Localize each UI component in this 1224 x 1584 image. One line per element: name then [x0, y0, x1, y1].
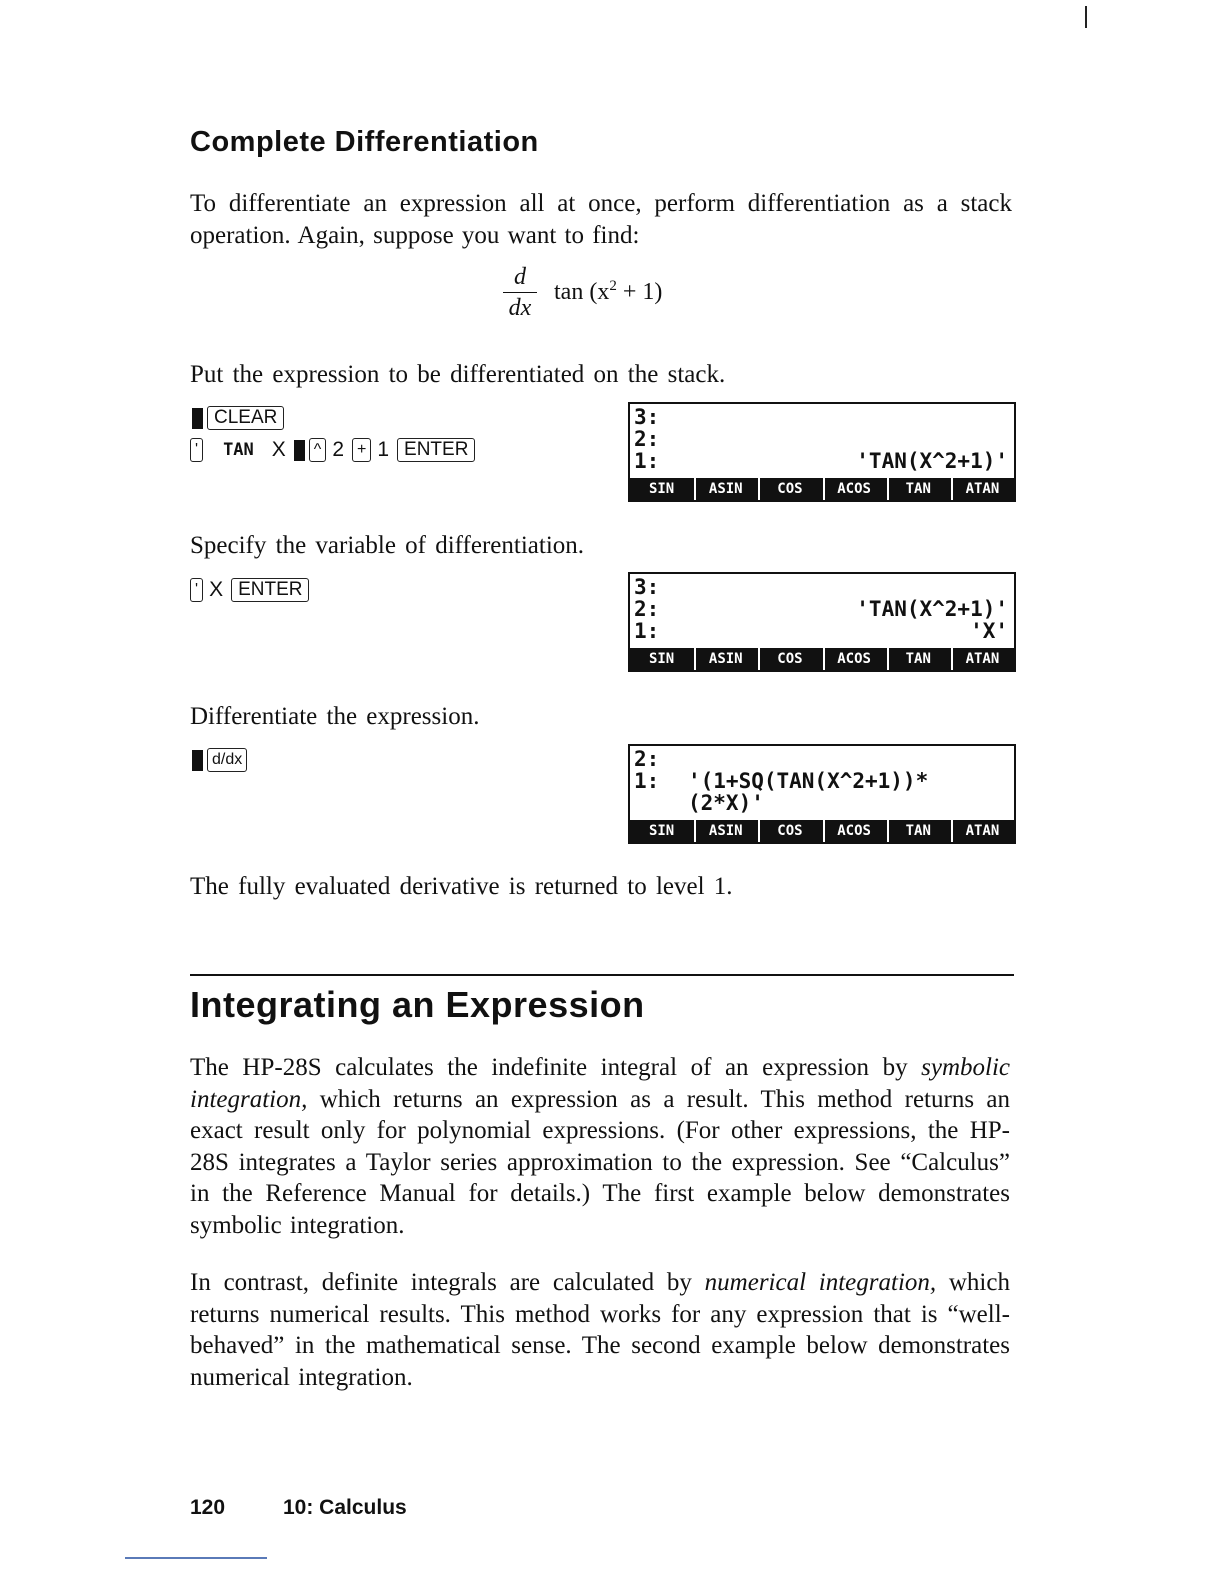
derivative-formula [500, 264, 740, 324]
page-number: 120 [190, 1496, 226, 1519]
shift-key-icon [192, 408, 203, 429]
corner-mark [1085, 6, 1087, 28]
level-label: 2: [634, 747, 660, 771]
paragraph-text: In contrast, definite integrals are calculated by [190, 1269, 705, 1296]
menu-key-cos: COS [758, 820, 819, 842]
menu-key-atan: ATAN [951, 478, 1012, 500]
integration-paragraph-2 [190, 1267, 1010, 1393]
x-key: X [209, 578, 224, 601]
step1-keys-line1 [192, 406, 290, 430]
intro-paragraph: To differentiate an expression all at once, perform differentiation as a stack operation. Again, suppose you want to find: [190, 190, 1012, 249]
stack-level-1-continued [634, 792, 1008, 814]
caret-key: ^ [309, 438, 327, 462]
digit-1-key: 1 [377, 438, 390, 461]
result-note: The fully evaluated derivative is returned to level 1. [190, 873, 733, 900]
chapter-title: 10: Calculus [283, 1496, 407, 1519]
plus-key: + [352, 438, 371, 462]
step2-keys [190, 578, 315, 602]
tan-softkey-label: TAN [223, 440, 254, 460]
lcd-display-2 [628, 572, 1016, 672]
emphasis-text: symbolic integration, [190, 1054, 1010, 1113]
level-value: 'TAN(X^2+1)' [856, 449, 1008, 473]
footer-rule [125, 1557, 267, 1559]
emphasis-text: numerical integration, [704, 1269, 937, 1296]
stack-level-2 [634, 428, 1008, 450]
stack-level-2 [634, 598, 1008, 620]
menu-key-acos: ACOS [823, 820, 884, 842]
menu-key-tan: TAN [887, 648, 948, 670]
paragraph-text: which returns an expression as a result. This method returns an exact result only for polynomial expressions. (For other expressions, the HP-28S integrates a Taylor series approximation to the expression. See “Calculus” in the Reference Manual for details.) The first example below demonstrates symbolic integration. [190, 1085, 1010, 1239]
level-value: '(1+SQ(TAN(X^2+1))* [688, 769, 929, 793]
level-label: 1: [634, 769, 660, 793]
stack-level-3 [634, 406, 1008, 428]
step2-instruction: Specify the variable of differentiation. [190, 532, 585, 559]
menu-key-asin: ASIN [694, 820, 755, 842]
menu-key-atan: ATAN [951, 648, 1012, 670]
level-value: 'TAN(X^2+1)' [856, 597, 1008, 621]
menu-key-cos: COS [758, 648, 819, 670]
fraction-numerator: d [514, 264, 526, 290]
step1-keys-line2 [190, 438, 481, 462]
menu-key-sin: SIN [632, 478, 691, 500]
enter-key: ENTER [231, 578, 309, 602]
derivative-fraction [500, 264, 540, 322]
derivative-key: d/dx [207, 748, 247, 772]
formula-exponent: 2 [609, 278, 617, 294]
paragraph-text: The HP-28S calculates the indefinite integral of an expression by [190, 1054, 922, 1081]
enter-key: ENTER [397, 438, 475, 462]
stack-level-1 [634, 450, 1008, 472]
stack-level-3 [634, 576, 1008, 598]
menu-bar [630, 820, 1014, 842]
stack-level-2 [634, 748, 1008, 770]
quote-key: ' [190, 578, 203, 602]
level-label: 1: [634, 619, 660, 643]
lcd-display-1 [628, 402, 1016, 502]
formula-tail: + 1) [616, 279, 663, 305]
menu-key-sin: SIN [632, 820, 691, 842]
menu-bar [630, 648, 1014, 670]
digit-2-key: 2 [332, 438, 344, 461]
menu-key-tan: TAN [887, 820, 948, 842]
clear-key: CLEAR [207, 406, 284, 430]
section-divider [190, 974, 1014, 976]
quote-key: ' [190, 438, 203, 462]
fraction-bar [503, 292, 537, 293]
menu-key-asin: ASIN [694, 478, 755, 500]
lcd-display-3 [628, 744, 1016, 844]
paragraph-text: which returns numerical results. This method works for any expression that is “well-behaved” in the mathematical sense. The second example below demonstrates numerical integration. [190, 1269, 1010, 1391]
step1-instruction: Put the expression to be differentiated on the stack. [190, 361, 726, 388]
section-heading-differentiation: Complete Differentiation [190, 126, 539, 158]
menu-key-acos: ACOS [823, 478, 884, 500]
menu-key-cos: COS [758, 478, 819, 500]
stack-level-1 [634, 770, 1008, 792]
shift-key-icon [294, 440, 305, 461]
level-label: 2: [634, 427, 660, 451]
level-label: 3: [634, 575, 660, 599]
formula-function: tan (x [554, 279, 610, 305]
level-label: 2: [634, 597, 660, 621]
level-label: 3: [634, 405, 660, 429]
level-label: 1: [634, 449, 660, 473]
section-heading-integration: Integrating an Expression [190, 984, 645, 1025]
menu-key-sin: SIN [632, 648, 691, 670]
step3-instruction: Differentiate the expression. [190, 703, 480, 730]
fraction-denominator: dx [508, 295, 532, 321]
menu-key-atan: ATAN [951, 820, 1012, 842]
step3-keys [192, 748, 253, 772]
level-value: 'X' [970, 619, 1008, 643]
menu-bar [630, 478, 1014, 500]
level-value: (2*X)' [688, 791, 764, 815]
menu-key-tan: TAN [887, 478, 948, 500]
integration-paragraph-1 [190, 1052, 1010, 1241]
x-key: X [271, 438, 286, 461]
menu-key-acos: ACOS [823, 648, 884, 670]
shift-key-icon [192, 750, 203, 771]
stack-level-1 [634, 620, 1008, 642]
formula-body [554, 278, 662, 306]
menu-key-asin: ASIN [694, 648, 755, 670]
